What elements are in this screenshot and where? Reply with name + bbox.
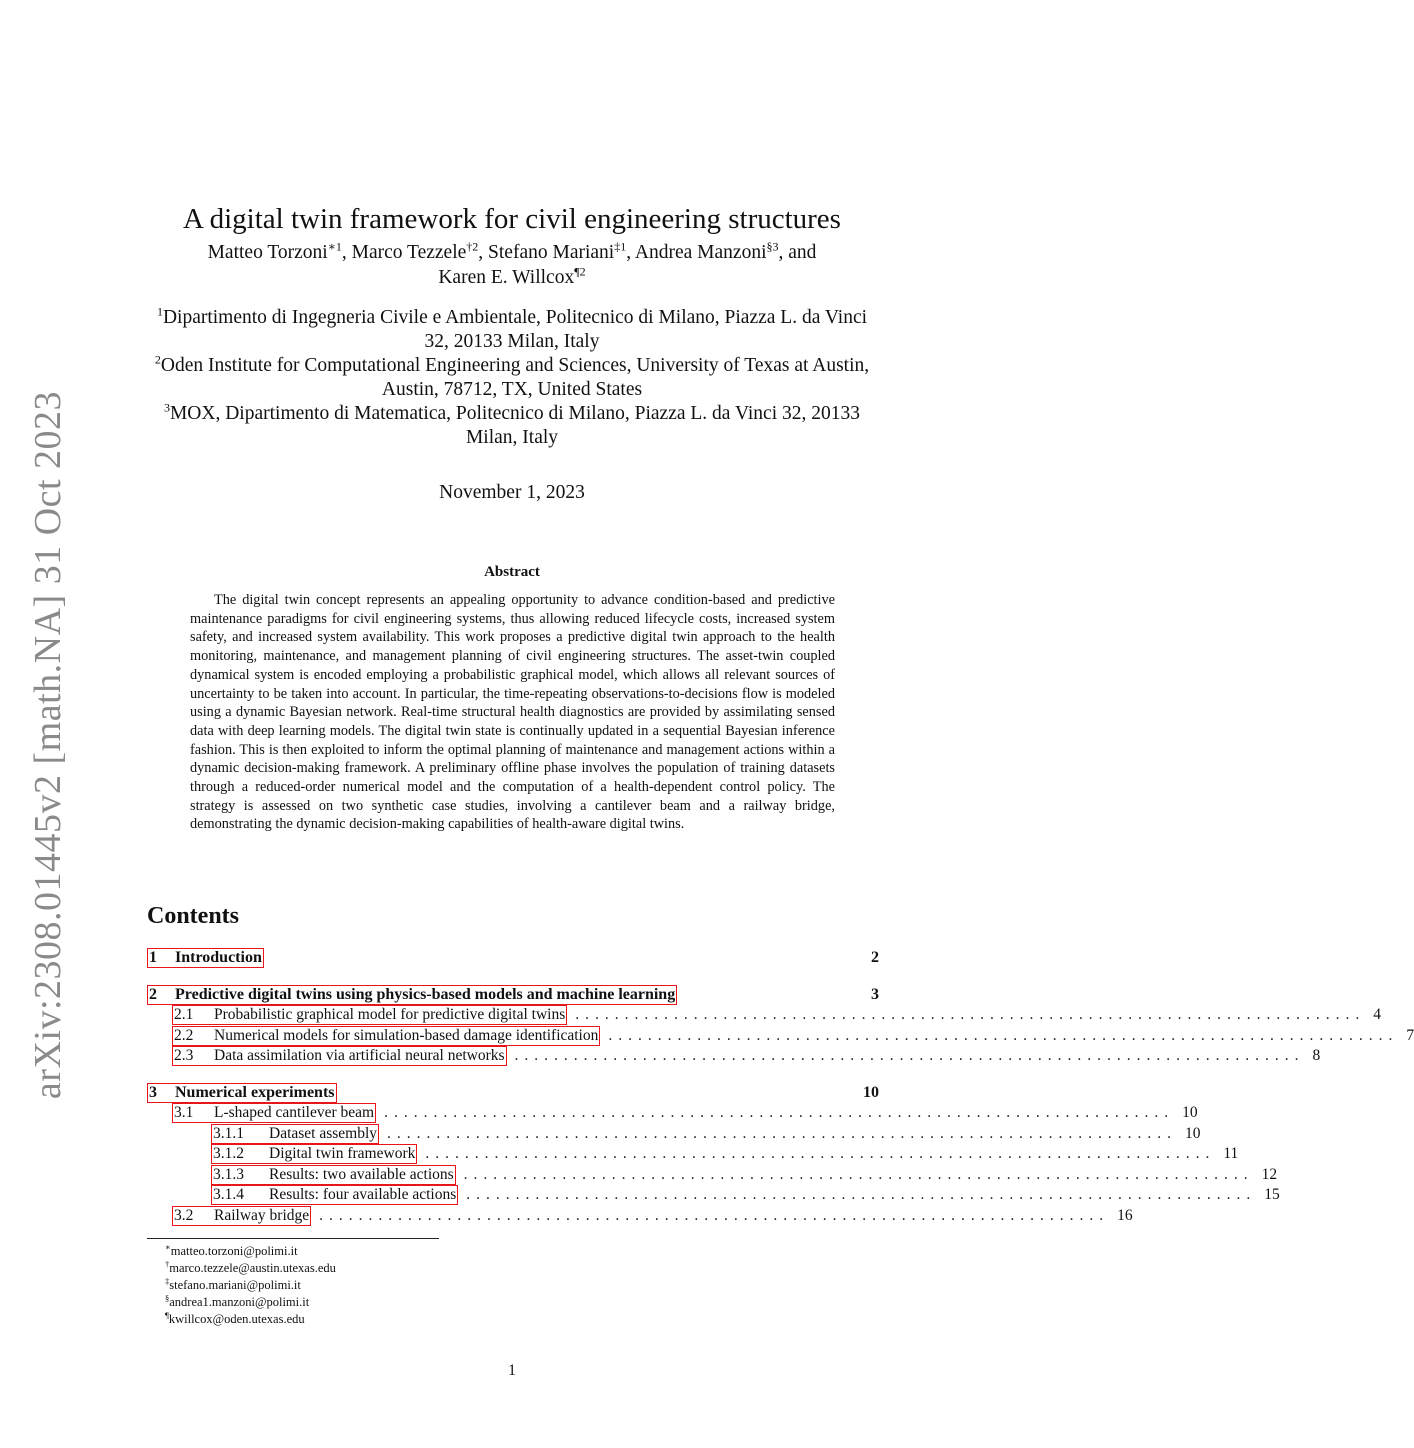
toc-entry <box>147 1026 1414 1047</box>
author-mark: §3 <box>766 239 779 254</box>
toc-number: 3.1 <box>174 1104 194 1121</box>
author-name: Stefano Mariani <box>488 242 615 263</box>
affiliation <box>145 306 879 354</box>
toc-link[interactable] <box>211 1185 458 1205</box>
footnote-email[interactable]: andrea1.manzoni@polimi.it <box>169 1295 310 1309</box>
toc-title: Probabilistic graphical model for predictive digital twins <box>214 1006 566 1023</box>
footnote <box>165 1277 336 1294</box>
toc-page: 10 <box>1182 1104 1198 1121</box>
author-name: Marco Tezzele <box>351 242 467 263</box>
arxiv-identifier-stamp: arXiv:2308.01445v2 [math.NA] 31 Oct 2023 <box>27 390 69 1100</box>
footnote <box>165 1243 336 1260</box>
toc-link[interactable] <box>172 1206 311 1226</box>
affiliation <box>145 402 879 450</box>
toc-page: 7 <box>1406 1026 1414 1044</box>
affiliation-text: Oden Institute for Computational Engineering and Sciences, University of Texas at Austin, Austin, 78712, TX, United States <box>160 355 870 400</box>
footnote <box>165 1260 336 1277</box>
toc-number: 3 <box>149 1083 157 1101</box>
toc-title: Results: two available actions <box>269 1165 454 1183</box>
toc-number: 3.1.1 <box>213 1124 244 1142</box>
toc-dot-leader: ................................................................................ <box>575 1006 1366 1023</box>
contents-heading: Contents <box>147 903 240 929</box>
footnote-mark: ∗ <box>165 1241 171 1252</box>
toc-link[interactable] <box>172 1005 567 1025</box>
toc-page: 10 <box>1185 1124 1201 1142</box>
affiliation-text: MOX, Dipartimento di Matematica, Politecnico di Milano, Piazza L. da Vinci 32, 20133 Milan, Italy <box>169 403 861 448</box>
toc-dot-leader: ................................................................................ <box>463 1165 1254 1183</box>
toc-link[interactable] <box>211 1165 456 1185</box>
author-mark: †2 <box>466 239 479 254</box>
toc-entry <box>147 1103 1198 1124</box>
toc-title: L-shaped cantilever beam <box>214 1104 375 1121</box>
toc-number: 3.1.3 <box>213 1165 244 1183</box>
author-mark: ‡1 <box>614 239 627 254</box>
footnote-mark: † <box>165 1258 170 1269</box>
toc-link[interactable] <box>147 1083 337 1103</box>
footnote-mark: ¶ <box>165 1309 169 1320</box>
toc-page: 4 <box>1373 1006 1381 1023</box>
author-separator: , <box>478 242 489 263</box>
toc-dot-leader: ................................................................................ <box>319 1206 1110 1224</box>
footnote-mark: § <box>165 1292 170 1303</box>
toc-link[interactable] <box>211 1124 379 1144</box>
footnote-divider <box>147 1238 439 1239</box>
toc-dot-leader: ................................................................................ <box>514 1047 1305 1064</box>
page-number: 1 <box>508 1362 516 1379</box>
toc-page: 10 <box>863 1083 879 1101</box>
toc-dot-leader: ................................................................................ <box>384 1104 1175 1121</box>
author-separator: , <box>341 242 352 263</box>
toc-number: 3.2 <box>174 1206 194 1224</box>
toc-page: 2 <box>871 949 879 966</box>
toc-title: Dataset assembly <box>269 1124 378 1142</box>
toc-entry <box>147 1185 1280 1206</box>
toc-link[interactable] <box>211 1144 417 1164</box>
footnote <box>165 1294 336 1311</box>
abstract-heading: Abstract <box>484 564 540 580</box>
toc-title: Predictive digital twins using physics-based models and machine learning <box>175 985 676 1003</box>
abstract-text: The digital twin concept represents an appealing opportunity to advance condition-based and predictive maintenance paradigms for civil engineering systems, thus allowing reduced lifecycle costs, increased system safety, and increased system availability. This work proposes a predictive digital twin approach to the health monitoring, maintenance, and management planning of civil engineering structures. The asset-twin coupled dynamical system is encoded employing a probabilistic graphical model, which allows all relevant sources of uncertainty to be taken into account. In particular, the time-repeating observations-to-decisions flow is modeled using a dynamic Bayesian network. Real-time structural health diagnostics are provided by assimilating sensed data with deep learning models. The digital twin state is continually updated in a sequential Bayesian inference fashion. This is then exploited to inform the optimal planning of maintenance and management actions within a dynamic decision-making framework. A preliminary offline phase involves the population of training datasets through a reduced-order numerical model and the computation of a health-dependent control policy. The strategy is assessed on two synthetic case studies, involving a cantilever beam and a railway bridge, demonstrating the dynamic decision-making capabilities of health-aware digital twins. <box>190 592 835 833</box>
toc-link[interactable] <box>172 1026 600 1046</box>
toc-number: 2 <box>149 985 157 1003</box>
author-separator: , and <box>778 242 817 263</box>
table-of-contents <box>147 948 1414 1226</box>
affiliation-number: 2 <box>154 352 161 367</box>
toc-entry <box>147 1005 1381 1026</box>
author-mark: ¶2 <box>574 264 586 279</box>
affiliation <box>145 354 879 402</box>
toc-number: 2.3 <box>174 1047 194 1064</box>
toc-number: 2.2 <box>174 1026 194 1044</box>
toc-link[interactable] <box>172 1046 507 1066</box>
paper-title: A digital twin framework for civil engineering structures <box>183 203 841 236</box>
toc-title: Railway bridge <box>214 1206 310 1224</box>
toc-dot-leader: ................................................................................ <box>387 1124 1178 1142</box>
toc-page: 15 <box>1264 1186 1280 1203</box>
toc-link[interactable] <box>172 1103 376 1123</box>
footnote-email[interactable]: stefano.mariani@polimi.it <box>169 1278 301 1292</box>
toc-title: Numerical models for simulation-based damage identification <box>214 1026 599 1044</box>
toc-title: Digital twin framework <box>269 1145 416 1162</box>
footnote-email[interactable]: kwillcox@oden.utexas.edu <box>168 1312 305 1326</box>
toc-number: 1 <box>149 949 157 966</box>
toc-page: 3 <box>871 985 879 1003</box>
affiliation-number: 3 <box>163 400 170 415</box>
footnote <box>165 1311 336 1328</box>
toc-page: 12 <box>1261 1165 1278 1183</box>
toc-link[interactable] <box>147 985 677 1005</box>
footnote-email[interactable]: matteo.torzoni@polimi.it <box>170 1244 298 1258</box>
toc-dot-leader: ................................................................................ <box>608 1026 1399 1044</box>
toc-entry <box>147 985 879 1006</box>
toc-entry <box>147 1046 1321 1067</box>
toc-title: Data assimilation via artificial neural networks <box>214 1047 505 1064</box>
footnote-email[interactable]: marco.tezzele@austin.utexas.edu <box>169 1261 336 1275</box>
affiliation-text: Dipartimento di Ingegneria Civile e Ambientale, Politecnico di Milano, Piazza L. da Vinci 32, 20133 Milan, Italy <box>162 307 868 352</box>
toc-link[interactable] <box>147 948 264 968</box>
toc-dot-leader: ................................................................................ <box>466 1186 1257 1203</box>
affiliation-list <box>145 306 879 450</box>
toc-number: 3.1.4 <box>213 1186 244 1203</box>
toc-number: 2.1 <box>174 1006 194 1023</box>
toc-title: Numerical experiments <box>175 1083 335 1101</box>
author-separator: , <box>626 242 635 263</box>
toc-page: 8 <box>1312 1047 1321 1064</box>
toc-number: 3.1.2 <box>213 1145 244 1162</box>
toc-entry <box>147 1144 1239 1165</box>
toc-entry <box>147 1083 879 1104</box>
publication-date: November 1, 2023 <box>439 482 585 503</box>
author-name: Andrea Manzoni <box>634 242 767 263</box>
author-list <box>150 240 874 290</box>
author-name: Matteo Torzoni <box>207 242 328 263</box>
toc-page: 11 <box>1223 1145 1239 1162</box>
toc-title: Results: four available actions <box>269 1186 457 1203</box>
author-name: Karen E. Willcox <box>438 267 575 288</box>
toc-entry <box>147 1165 1278 1186</box>
toc-entry <box>147 948 879 969</box>
footnote-list <box>165 1243 336 1328</box>
footnote-mark: ‡ <box>165 1275 170 1286</box>
toc-entry <box>147 1124 1201 1145</box>
toc-title: Introduction <box>175 949 262 966</box>
toc-dot-leader: ................................................................................ <box>425 1145 1216 1162</box>
affiliation-number: 1 <box>156 304 163 319</box>
toc-page: 16 <box>1117 1206 1133 1224</box>
author-mark: ∗1 <box>327 239 342 254</box>
toc-entry <box>147 1206 1133 1227</box>
